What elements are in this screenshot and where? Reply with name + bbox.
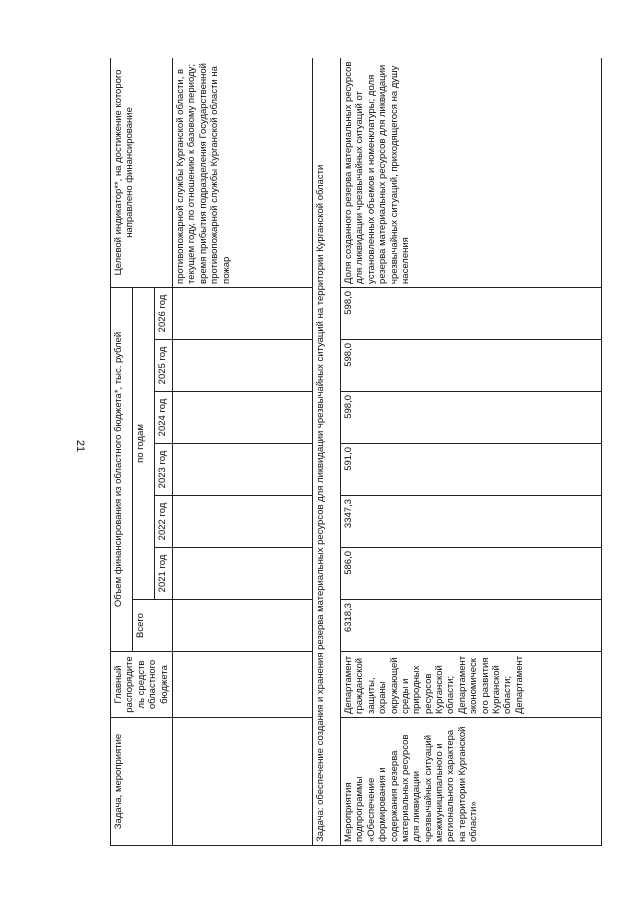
continuation-2023-cell	[172, 444, 312, 496]
header-row-1	[111, 58, 133, 846]
header-total: Всего	[133, 600, 173, 652]
activity-2021-cell: 586,0	[340, 548, 601, 600]
header-year-2021: 2021 год	[154, 548, 172, 600]
header-task-activity: Задача, мероприятие	[111, 718, 173, 846]
activity-2024-cell: 598,0	[340, 392, 601, 444]
activity-row	[340, 58, 601, 846]
header-year-2025: 2025 год	[154, 340, 172, 392]
continuation-row	[172, 58, 312, 846]
section-task-text: Задача: обеспечение создания и хранения резерва материальных ресурсов для ликвидации чрезвычайных ситуаций на территории Курганской области	[312, 58, 340, 846]
activity-manager-cell: Департамент гражданской защиты, охраны окружающей среды и природных ресурсов Курганской области; Департамент экономического развития Курганской области; Департамент	[340, 652, 601, 718]
continuation-2025-cell	[172, 340, 312, 392]
header-target-indicator: Целевой индикатор**, на достижение которого направлено финансирование	[111, 58, 173, 287]
continuation-manager-cell	[172, 652, 312, 718]
activity-indicator-cell: Доля созданного резерва материальных ресурсов для ликвидации чрезвычайных ситуаций от установленных объемов и номенклатуры; доля резерва материальных ресурсов для ликвидации чрезвычайных ситуаций, приходящегося на душу населения	[340, 58, 601, 287]
header-chief-manager: Главный распорядитель средств областного бюджета	[111, 652, 173, 718]
section-row	[312, 58, 340, 846]
rotated-table-sheet	[110, 58, 602, 846]
page-number: 21	[74, 439, 86, 453]
header-year-2023: 2023 год	[154, 444, 172, 496]
activity-name-cell: Мероприятия подпрограммы «Обеспечение формирования и содержания резерва материальных ресурсов для ликвидации чрезвычайных ситуаций межмуниципального и регионального характера на территории Курганской области»	[340, 718, 601, 846]
header-year-2024: 2024 год	[154, 392, 172, 444]
continuation-2021-cell	[172, 548, 312, 600]
table-rotation-wrapper	[110, 58, 602, 846]
header-funding-volume: Объем финансирования из областного бюджета*, тыс. рублей	[111, 287, 133, 651]
continuation-total-cell	[172, 600, 312, 652]
continuation-activity-cell	[172, 718, 312, 846]
header-by-years: по годам	[133, 287, 155, 599]
header-year-2026: 2026 год	[154, 287, 172, 339]
activity-total-cell: 6318,3	[340, 600, 601, 652]
continuation-2026-cell	[172, 287, 312, 339]
activity-2026-cell: 598,0	[340, 287, 601, 339]
activity-2025-cell: 598,0	[340, 340, 601, 392]
header-year-2022: 2022 год	[154, 496, 172, 548]
funding-table	[110, 58, 602, 846]
continuation-2022-cell	[172, 496, 312, 548]
continuation-2024-cell	[172, 392, 312, 444]
activity-2023-cell: 591,0	[340, 444, 601, 496]
continuation-indicator-cell: противопожарной службы Курганской области, в текущем году, по отношению к базовому периоду; время прибытия подразделения Государственной противопожарной службы Курганской области на пожар	[172, 58, 312, 287]
activity-2022-cell: 3347,3	[340, 496, 601, 548]
